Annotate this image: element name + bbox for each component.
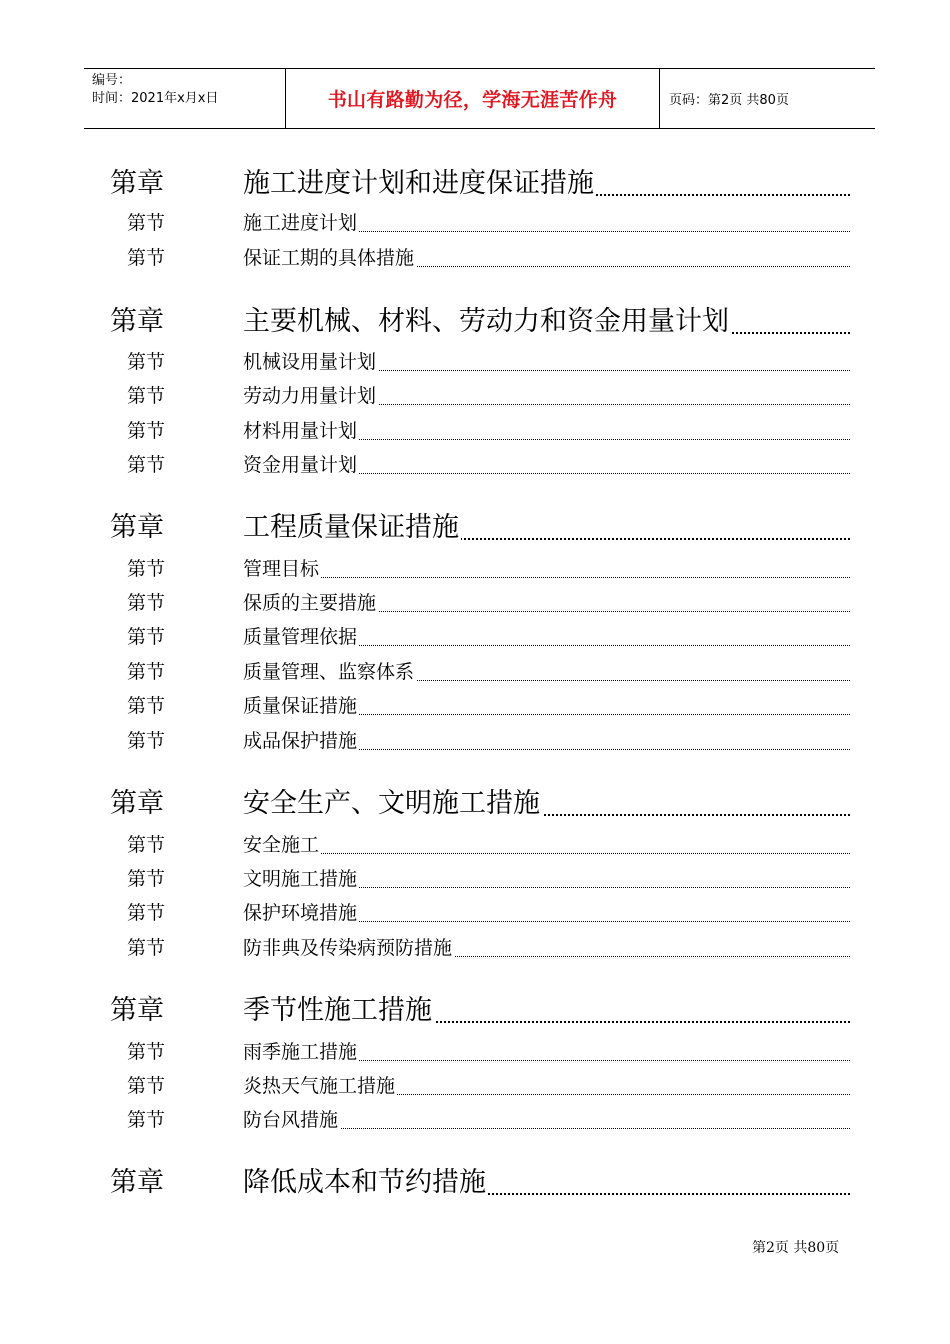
header-page-info: 页码：第2页 共80页 (669, 93, 789, 108)
toc-leader-line (243, 1109, 850, 1133)
section-title: 质量管理依据 (243, 622, 359, 649)
section-title: 保质的主要措施 (243, 588, 378, 615)
toc-section (127, 1041, 850, 1065)
chapter-label: 第章 (110, 306, 164, 337)
toc-leader-line (243, 834, 850, 858)
header-motto: 书山有路勤为径，学海无涯苦作舟 (286, 69, 660, 128)
chapter-label: 第章 (110, 512, 164, 543)
toc-section (127, 351, 850, 375)
toc-section (127, 454, 850, 478)
toc-leader-line (243, 868, 850, 892)
section-title: 炎热天气施工措施 (243, 1071, 397, 1098)
section-label: 第节 (127, 558, 166, 580)
section-label: 第节 (127, 868, 166, 890)
number-label: 编号： (92, 73, 132, 88)
toc-leader-line (243, 351, 850, 375)
toc-leader-line (243, 786, 850, 822)
toc-section (127, 1075, 850, 1099)
section-label: 第节 (127, 454, 166, 476)
chapter-title: 季节性施工措施 (243, 988, 434, 1027)
toc-section (127, 661, 850, 685)
section-label: 第节 (127, 592, 166, 614)
toc-section (127, 834, 850, 858)
toc-leader-line (243, 304, 850, 340)
section-title: 管理目标 (243, 554, 321, 581)
toc-leader-line (243, 1165, 850, 1201)
toc-chapter (110, 510, 850, 546)
toc-leader-line (243, 1075, 850, 1099)
section-title: 防非典及传染病预防措施 (243, 933, 454, 960)
chapter-label: 第章 (110, 788, 164, 819)
dot-leader (243, 577, 850, 578)
toc-chapter (110, 1165, 850, 1201)
section-label: 第节 (127, 212, 166, 234)
toc-leader-line (243, 385, 850, 409)
toc-leader-line (243, 420, 850, 444)
toc-leader-line (243, 661, 850, 685)
section-label: 第节 (127, 385, 166, 407)
toc-leader-line (243, 695, 850, 719)
chapter-label: 第章 (110, 995, 164, 1026)
section-title: 防台风措施 (243, 1105, 340, 1132)
section-label: 第节 (127, 937, 166, 959)
section-label: 第节 (127, 834, 166, 856)
chapter-title: 降低成本和节约措施 (243, 1160, 488, 1199)
chapter-title: 主要机械、材料、劳动力和资金用量计划 (243, 299, 731, 338)
section-label: 第节 (127, 1041, 166, 1063)
toc-leader-line (243, 730, 850, 754)
toc-section (127, 385, 850, 409)
section-title: 成品保护措施 (243, 726, 359, 753)
section-title: 资金用量计划 (243, 450, 359, 477)
toc-leader-line (243, 592, 850, 616)
chapter-label: 第章 (110, 168, 164, 199)
toc-leader-line (243, 1041, 850, 1065)
section-title: 施工进度计划 (243, 208, 359, 235)
section-label: 第节 (127, 902, 166, 924)
chapter-title: 工程质量保证措施 (243, 505, 461, 544)
toc-section (127, 1109, 850, 1133)
section-title: 质量管理、监察体系 (243, 657, 416, 684)
toc-section (127, 730, 850, 754)
toc-chapter (110, 166, 850, 202)
toc-leader-line (243, 166, 850, 202)
section-label: 第节 (127, 1109, 166, 1131)
section-label: 第节 (127, 730, 166, 752)
toc-leader-line (243, 247, 850, 271)
toc-section (127, 902, 850, 926)
toc-leader-line (243, 212, 850, 236)
chapter-title: 安全生产、文明施工措施 (243, 781, 542, 820)
dot-leader (243, 853, 850, 854)
page-footer: 第2页 共80页 (752, 1240, 840, 1256)
section-title: 保护环境措施 (243, 898, 359, 925)
toc-leader-line (243, 510, 850, 546)
section-label: 第节 (127, 351, 166, 373)
toc-leader-line (243, 454, 850, 478)
section-label: 第节 (127, 1075, 166, 1097)
toc-chapter (110, 786, 850, 822)
section-title: 机械设用量计划 (243, 347, 378, 374)
section-title: 保证工期的具体措施 (243, 243, 416, 270)
toc-chapter (110, 304, 850, 340)
toc-leader-line (243, 937, 850, 961)
section-title: 文明施工措施 (243, 864, 359, 891)
section-title: 质量保证措施 (243, 691, 359, 718)
chapter-label: 第章 (110, 1167, 164, 1198)
toc-section (127, 937, 850, 961)
section-label: 第节 (127, 626, 166, 648)
toc-section (127, 868, 850, 892)
toc-leader-line (243, 558, 850, 582)
toc-section (127, 558, 850, 582)
toc-leader-line (243, 902, 850, 926)
toc-section (127, 247, 850, 271)
time-label: 时间：2021年x月x日 (92, 91, 219, 106)
toc-section (127, 592, 850, 616)
section-label: 第节 (127, 420, 166, 442)
toc-section (127, 626, 850, 650)
section-label: 第节 (127, 661, 166, 683)
chapter-title: 施工进度计划和进度保证措施 (243, 161, 596, 200)
section-title: 材料用量计划 (243, 416, 359, 443)
section-label: 第节 (127, 695, 166, 717)
toc-chapter (110, 993, 850, 1029)
section-title: 劳动力用量计划 (243, 381, 378, 408)
toc-leader-line (243, 993, 850, 1029)
section-title: 雨季施工措施 (243, 1037, 359, 1064)
toc-section (127, 420, 850, 444)
toc-section (127, 212, 850, 236)
section-title: 安全施工 (243, 830, 321, 857)
toc-section (127, 695, 850, 719)
section-label: 第节 (127, 247, 166, 269)
toc-leader-line (243, 626, 850, 650)
